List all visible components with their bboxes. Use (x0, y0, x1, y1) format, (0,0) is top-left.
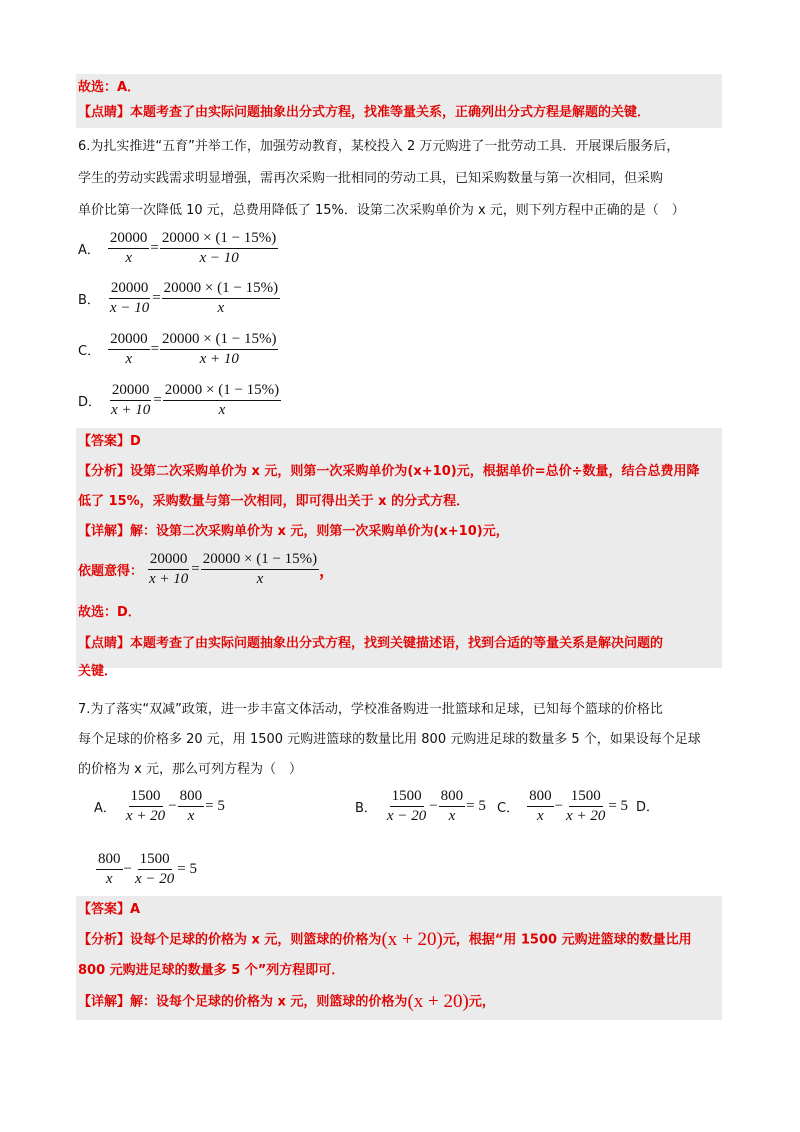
q7-option-c-label: C． (497, 801, 520, 816)
q6-d-right-fraction: $\frac{20000 \times (1 - 15\%)}{x}$ (164, 382, 280, 418)
q7-option-c: C． $\frac{800}{x}$ − $\frac{1500}{x + 20}$ = 5 (497, 788, 629, 824)
q7-option-b: B． $\frac{1500}{x - 20}$ − $\frac{800}{x}$ = 5 (355, 788, 486, 824)
q6-b-right-fraction: $\frac{20000 \times (1 - 15\%)}{x}$ (163, 280, 279, 316)
q7-option-d-label-row (636, 796, 667, 815)
q7-analysis-line1: 【分析】设每个足球的价格为 x 元，则篮球的价格为(x + 20)元，根据“用 1500 元购进篮球的数量比用 (78, 929, 692, 950)
q6-eq-right-fraction: $\frac{20000 \times (1 - 15\%)}{x}$ (202, 551, 318, 587)
q5-comment: 【点睛】本题考查了由实际问题抽象出分式方程，找准等量关系，正确列出分式方程是解题的关键． (78, 105, 651, 120)
q7-option-a: A． $\frac{1500}{x + 20}$ − $\frac{800}{x}$ = 5 (94, 788, 225, 824)
q6-option-d: D． $\frac{20000}{x + 10}$ = $\frac{20000 \times (1 - 15\%)}{x}$ (78, 382, 280, 418)
q6-choice: 故选：D． (78, 605, 141, 620)
q7-detail: 【详解】解：设每个足球的价格为 x 元，则篮球的价格为(x + 20)元， (78, 991, 495, 1012)
q6-stem-line2: 学生的劳动实践需求明显增强，需再次采购一批相同的劳动工具，已知采购数量与第一次相同，但采购 (78, 171, 664, 186)
q6-analysis-line2: 低了 15%，采购数量与第一次相同，即可得出关于 x 的分式方程． (78, 494, 470, 509)
q6-eq-tail: ， (319, 561, 336, 580)
q6-eq-left-fraction: $\frac{20000}{x + 10}$ (149, 551, 189, 587)
q7-stem-line1: 7.为了落实“双减”政策，进一步丰富文体活动，学校准备购进一批篮球和足球，已知每个篮球的价格比 (78, 702, 663, 717)
q6-option-c: C． $\frac{20000}{x}$ = $\frac{20000 \times (1 - 15\%)}{x + 10}$ (78, 331, 277, 367)
q7-stem-line3: 的价格为 x 元，那么可列方程为（ ） (78, 762, 302, 777)
q6-option-d-label: D． (78, 395, 102, 410)
q6-option-b: B． $\frac{20000}{x - 10}$ = $\frac{20000 \times (1 - 15\%)}{x}$ (78, 280, 279, 316)
q6-analysis-line1: 【分析】设第二次采购单价为 x 元，则第一次采购单价为(x+10)元，根据单价=总价÷数量，结合总费用降 (78, 464, 700, 479)
q6-detail: 【详解】解：设第二次采购单价为 x 元，则第一次采购单价为(x+10)元， (78, 524, 509, 539)
q6-a-right-fraction: $\frac{20000 \times (1 - 15\%)}{x - 10}$ (161, 230, 277, 266)
q7-stem-line2: 每个足球的价格多 20 元，用 1500 元购进篮球的数量比用 800 元购进足球的数量多 5 个，如果设每个足球 (78, 732, 701, 747)
q7-option-a-label: A． (94, 801, 116, 816)
q6-c-right-fraction: $\frac{20000 \times (1 - 15\%)}{x + 10}$ (162, 331, 277, 367)
q7-answer: 【答案】A (78, 902, 141, 917)
q6-equation: 依题意得： $\frac{20000}{x + 10}$ = $\frac{20000 \times (1 - 15\%)}{x}$ ， (78, 551, 336, 587)
q6-answer: 【答案】D (78, 434, 141, 449)
q7-option-b-label: B． (355, 801, 377, 816)
q5-choice: 故选：A． (78, 80, 141, 95)
q6-option-a: A． $\frac{20000}{x}$ = $\frac{20000 \times (1 - 15\%)}{x - 10}$ (78, 230, 277, 266)
q7-analysis-line2: 800 元购进足球的数量多 5 个”列方程即可． (78, 963, 345, 978)
q6-comment-line2: 关键． (78, 664, 118, 679)
q6-option-b-label: B． (78, 293, 100, 308)
q7-option-d-label: D． (636, 800, 660, 815)
q7-option-d: $\frac{800}{x}$ − $\frac{1500}{x - 20}$ = 5 (98, 851, 197, 887)
q6-option-c-label: C． (78, 344, 101, 359)
q6-comment-line1: 【点睛】本题考查了由实际问题抽象出分式方程，找到关键描述语，找到合适的等量关系是解决问题的 (78, 636, 664, 651)
q6-option-a-label: A． (78, 243, 100, 258)
q6-stem-line1: 6.为扎实推进“五育”并举工作，加强劳动教育，某校投入 2 万元购进了一批劳动工具．开展课后服务后， (78, 139, 680, 154)
q6-a-left-fraction: $\frac{20000}{x}$ (109, 230, 148, 266)
q6-d-left-fraction: $\frac{20000}{x + 10}$ (111, 382, 151, 418)
q6-eq-prefix: 依题意得： (78, 564, 144, 579)
q6-b-left-fraction: $\frac{20000}{x - 10}$ (109, 280, 150, 316)
q6-stem-line3: 单价比第一次降低 10 元，总费用降低了 15%．设第二次采购单价为 x 元，则下列方程中正确的是（ ） (78, 203, 685, 218)
q6-c-left-fraction: $\frac{20000}{x}$ (110, 331, 148, 367)
